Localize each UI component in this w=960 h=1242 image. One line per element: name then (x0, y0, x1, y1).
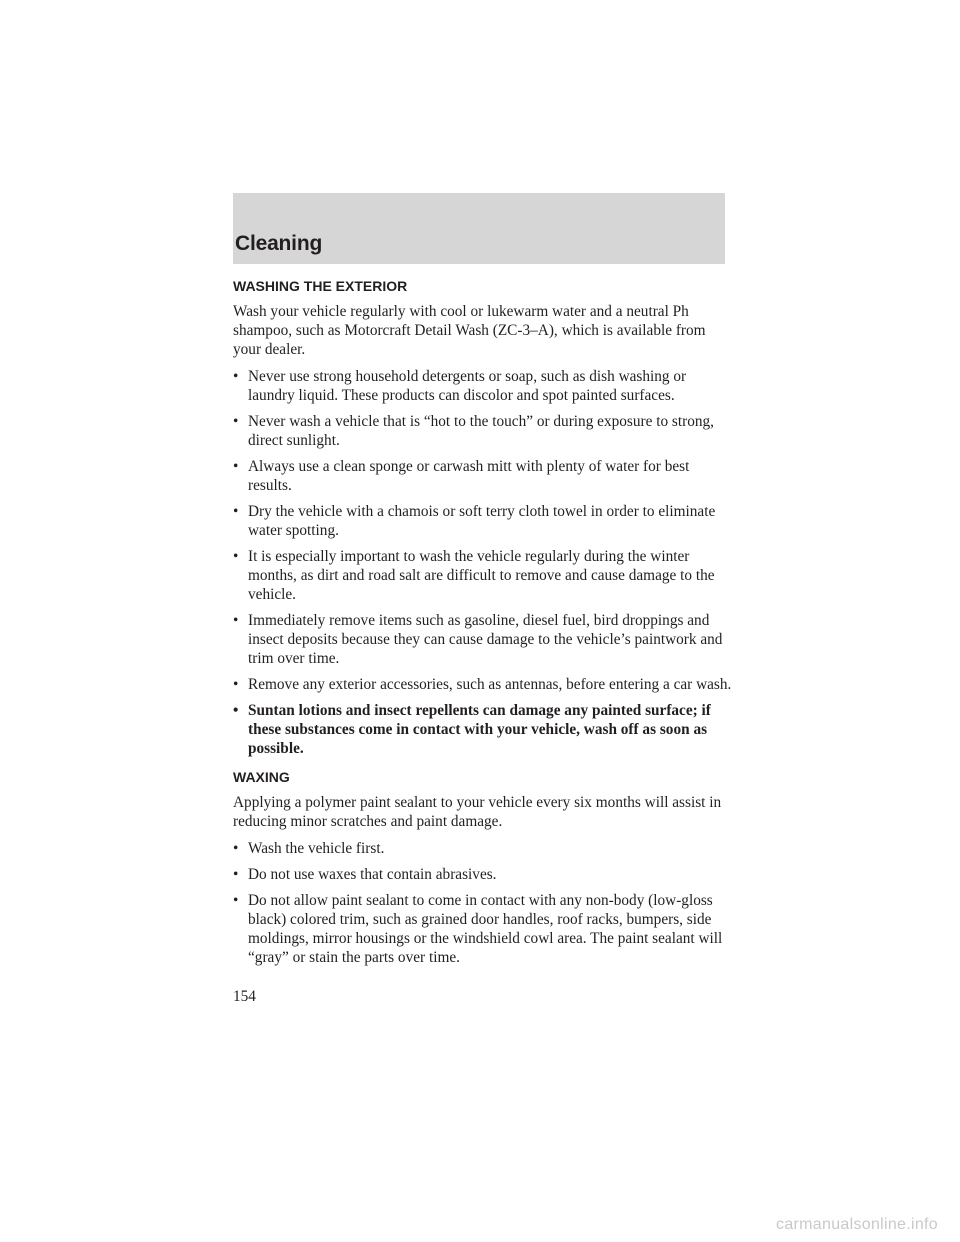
list-item (233, 502, 733, 540)
list-item (233, 457, 733, 495)
washing-heading: WASHING THE EXTERIOR (233, 278, 408, 294)
list-item-text: Dry the vehicle with a chamois or soft terry cloth towel in order to eliminate water spotting. (248, 503, 716, 539)
list-item (233, 547, 733, 604)
bullet-icon: • (233, 368, 239, 385)
list-item-text: Never wash a vehicle that is “hot to the touch” or during exposure to strong, direct sunlight. (248, 413, 715, 449)
list-item (233, 891, 733, 967)
list-item-text: Do not use waxes that contain abrasives. (248, 866, 497, 883)
bullet-icon: • (233, 676, 239, 693)
list-item (233, 611, 733, 668)
list-item (233, 367, 733, 405)
watermark-logo: carmanualsonline.info (776, 1216, 938, 1233)
warning-list-item (233, 701, 733, 758)
list-item (233, 412, 733, 450)
waxing-intro: Applying a polymer paint sealant to your vehicle every six months will assist in reducing minor scratches and paint damage. (233, 794, 722, 830)
bullet-icon: • (233, 892, 239, 909)
bullet-icon: • (233, 548, 239, 565)
page-number: 154 (233, 988, 256, 1005)
list-item (233, 839, 733, 858)
list-item (233, 675, 733, 694)
bullet-icon: • (233, 503, 239, 520)
list-item-text: Never use strong household detergents or soap, such as dish washing or laundry liquid. These products can discolor and spot painted surfaces. (248, 368, 687, 404)
washing-bullet-list (233, 367, 733, 758)
waxing-heading: WAXING (233, 769, 290, 785)
bullet-icon: • (233, 840, 239, 857)
bullet-icon: • (233, 612, 239, 629)
section-title: Cleaning (235, 232, 323, 255)
list-item-text: Immediately remove items such as gasoline, diesel fuel, bird droppings and insect deposits because they can cause damage to the vehicle’s paintwork and trim over time. (248, 612, 723, 667)
bullet-icon: • (233, 458, 239, 475)
list-item-text: Remove any exterior accessories, such as antennas, before entering a car wash. (248, 676, 732, 693)
list-item-text: Suntan lotions and insect repellents can damage any painted surface; if these substances come in contact with your vehicle, wash off as soon as possible. (248, 702, 711, 757)
page-content (233, 277, 733, 974)
waxing-bullet-list (233, 839, 733, 967)
list-item-text: It is especially important to wash the vehicle regularly during the winter months, as dirt and road salt are difficult to remove and cause damage to the vehicle. (248, 548, 715, 603)
bullet-icon: • (233, 413, 239, 430)
list-item-text: Always use a clean sponge or carwash mitt with plenty of water for best results. (248, 458, 690, 494)
list-item (233, 865, 733, 884)
list-item-text: Wash the vehicle first. (248, 840, 385, 857)
washing-intro: Wash your vehicle regularly with cool or lukewarm water and a neutral Ph shampoo, such as Motorcraft Detail Wash (ZC-3–A), which is available from your dealer. (233, 303, 706, 358)
list-item-text: Do not allow paint sealant to come in contact with any non-body (low-gloss black) colored trim, such as grained door handles, roof racks, bumpers, side moldings, mirror housings or the windshield cowl area. The paint sealant will “gray” or stain the parts over time. (248, 892, 723, 966)
bullet-icon: • (233, 702, 239, 719)
bullet-icon: • (233, 866, 239, 883)
